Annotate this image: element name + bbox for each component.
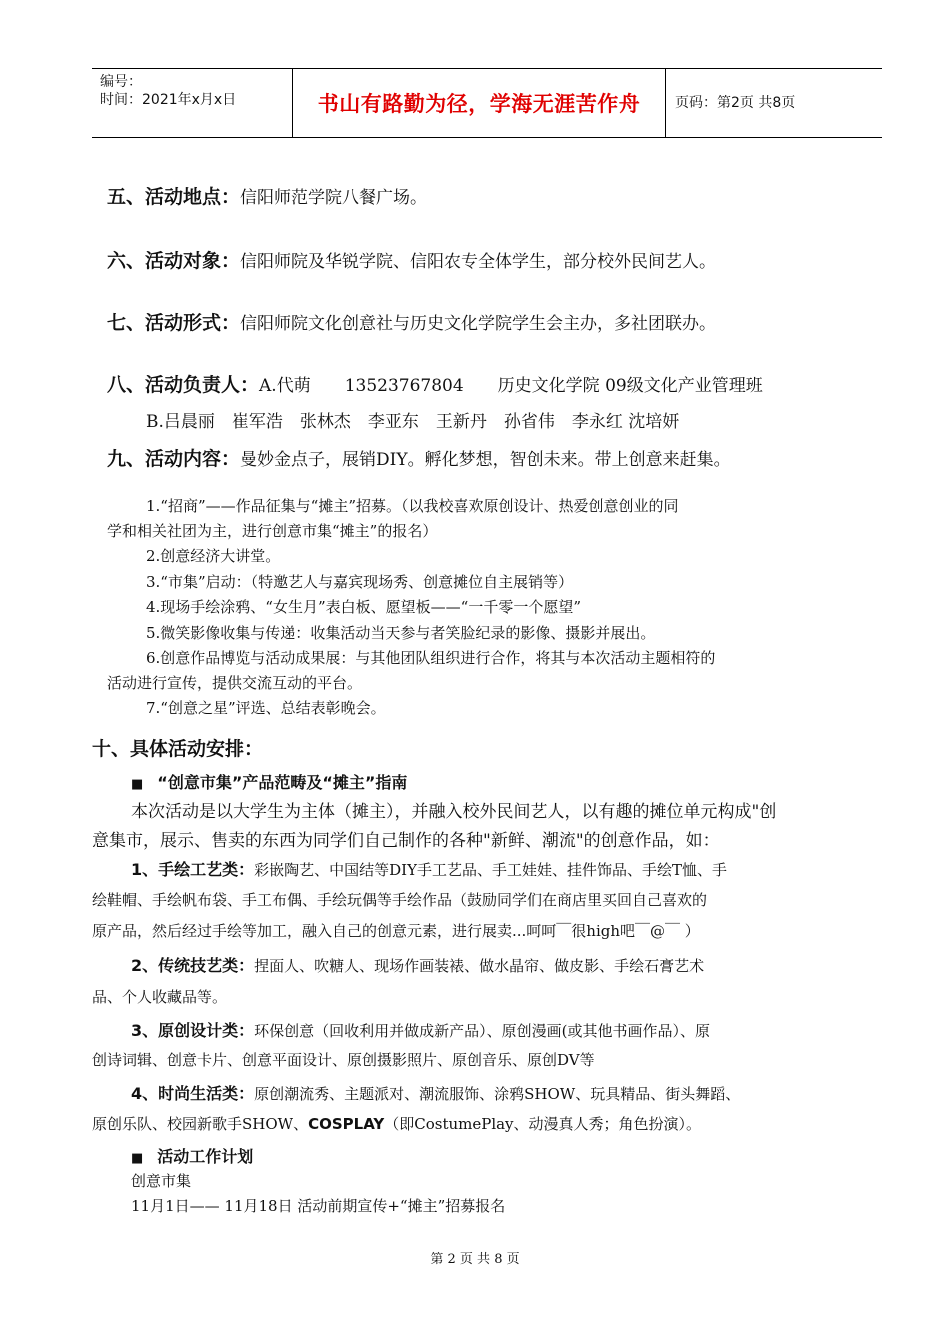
subheading-text: 活动工作计划 xyxy=(157,1147,254,1166)
content-item: 活动进行宣传，提供交流互动的平台。 xyxy=(107,674,363,692)
category-line: 原创乐队、校园新歌手SHOW、 xyxy=(92,1115,309,1133)
section-text: 信阳师院及华锐学院、信阳农专全体学生，部分校外民间艺人。 xyxy=(240,252,717,272)
section-8-line2: B.吕晨丽 崔军浩 张林杰 李亚东 王新丹 孙省伟 李永红 沈培妍 xyxy=(146,412,680,432)
category-label: 2、传统技艺类： xyxy=(131,956,255,975)
cosplay-text: COSPLAY xyxy=(308,1115,385,1133)
category-label: 1、手绘工艺类： xyxy=(131,860,255,879)
category-4 xyxy=(131,1081,740,1104)
category-text: 捏面人、吹糖人、现场作画装裱、做水晶帘、做皮影、手绘石膏艺术 xyxy=(254,957,705,975)
plan-title: 创意市集 xyxy=(131,1172,192,1190)
section-text: A.代萌 13523767804 历史文化学院 09级文化产业管理班 xyxy=(259,376,763,396)
section-10-heading: 十、具体活动安排： xyxy=(92,738,264,760)
section-heading: 五、活动地点： xyxy=(107,186,241,208)
square-bullet-icon: ■ xyxy=(131,1151,144,1166)
subheading-work-plan xyxy=(131,1144,253,1167)
content-item: 2.创意经济大讲堂。 xyxy=(146,547,281,565)
section-text: 信阳师范学院八餐广场。 xyxy=(240,188,428,208)
content-item: 3.“市集”启动：（特邀艺人与嘉宾现场秀、创意摊位自主展销等） xyxy=(146,573,574,591)
content-item: 6.创意作品博览与活动成果展：与其他团队组织进行合作，将其与本次活动主题相符的 xyxy=(146,649,716,667)
section-text: 曼妙金点子，展销DIY。孵化梦想，智创未来。带上创意来赶集。 xyxy=(240,450,731,470)
page-header xyxy=(92,68,882,138)
content-item: 1.“招商”——作品征集与“摊主”招募。（以我校喜欢原创设计、热爱创意创业的同 xyxy=(146,497,679,515)
category-label: 3、原创设计类： xyxy=(131,1021,255,1040)
doc-time: 时间：2021年x月x日 xyxy=(100,92,237,108)
doc-number: 编号： xyxy=(100,74,142,90)
section-6 xyxy=(107,246,716,273)
section-heading: 九、活动内容： xyxy=(107,448,241,470)
section-5 xyxy=(107,182,427,209)
content-item: 5.微笑影像收集与传递：收集活动当天参与者笑脸纪录的影像、摄影并展出。 xyxy=(146,624,656,642)
category-text: 彩嵌陶艺、中国结等DIY手工艺品、手工娃娃、挂件饰品、手绘T恤、手 xyxy=(254,861,728,879)
category-text: 环保创意（回收利用并做成新产品）、原创漫画(或其他书画作品）、原 xyxy=(254,1022,710,1040)
section-7 xyxy=(107,308,716,335)
section-9 xyxy=(107,444,731,471)
plan-row: 11月1日—— 11月18日 活动前期宣传+“摊主”招募报名 xyxy=(131,1197,506,1215)
section-8 xyxy=(107,370,763,397)
subheading-product-scope xyxy=(131,770,407,793)
category-4-line2 xyxy=(92,1113,701,1134)
category-3 xyxy=(131,1018,710,1041)
intro-line: 本次活动是以大学生为主体（摊主），并融入校外民间艺人，以有趣的摊位单元构成"创 xyxy=(131,802,777,822)
intro-line: 意集市，展示、售卖的东西为同学们自己制作的各种"新鲜、潮流"的创意作品，如： xyxy=(92,831,720,851)
category-line: 绘鞋帽、手绘帆布袋、手工布偶、手绘玩偶等手绘作品（鼓励同学们在商店里买回自己喜欢的 xyxy=(92,891,708,909)
section-heading: 八、活动负责人： xyxy=(107,374,260,396)
category-line: （即CostumePlay、动漫真人秀；角色扮演）。 xyxy=(384,1115,702,1133)
category-2 xyxy=(131,953,704,976)
category-text: 原创潮流秀、主题派对、潮流服饰、涂鸦SHOW、玩具精品、街头舞蹈、 xyxy=(254,1085,741,1103)
page-footer: 第 2 页 共 8 页 xyxy=(430,1252,520,1267)
square-bullet-icon: ■ xyxy=(131,777,144,792)
page-info: 页码：第2页 共8页 xyxy=(675,95,796,111)
section-heading: 七、活动形式： xyxy=(107,312,241,334)
category-1 xyxy=(131,857,727,880)
category-label: 4、时尚生活类： xyxy=(131,1084,255,1103)
header-meta xyxy=(92,69,292,137)
header-motto-cell xyxy=(292,69,666,137)
content-item: 7.“创意之星”评选、总结表彰晚会。 xyxy=(146,699,386,717)
subheading-text: “创意市集”产品范畴及“摊主”指南 xyxy=(157,773,408,792)
category-line: 原产品，然后经过手绘等加工，融入自己的创意元素，进行展卖...呵呵￣很high吧￣@￣ ） xyxy=(92,922,700,940)
header-page-cell xyxy=(665,69,882,137)
motto: 书山有路勤为径，学海无涯苦作舟 xyxy=(317,92,641,116)
section-text: 信阳师院文化创意社与历史文化学院学生会主办，多社团联办。 xyxy=(240,314,717,334)
content-item: 学和相关社团为主，进行创意市集“摊主”的报名） xyxy=(107,522,438,540)
content-item: 4.现场手绘涂鸦、“女生月”表白板、愿望板——“一千零一个愿望” xyxy=(146,598,581,616)
category-line: 品、个人收藏品等。 xyxy=(92,988,228,1006)
category-line: 创诗词辑、创意卡片、创意平面设计、原创摄影照片、原创音乐、原创DV等 xyxy=(92,1051,595,1069)
section-heading: 六、活动对象： xyxy=(107,250,241,272)
